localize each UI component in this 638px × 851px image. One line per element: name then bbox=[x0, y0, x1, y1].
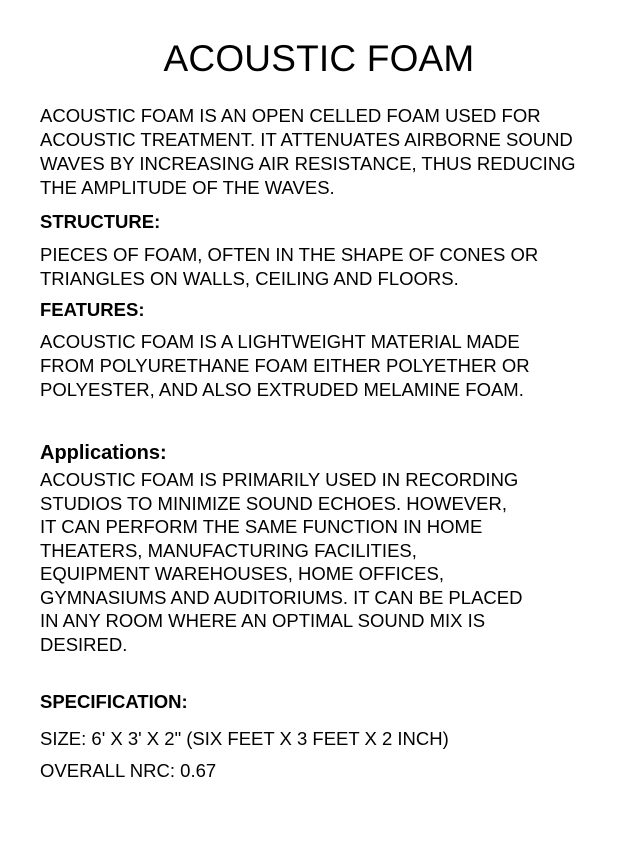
specification-size: SIZE: 6' X 3' X 2" (SIX FEET X 3 FEET X 2 INCH) bbox=[40, 728, 449, 749]
specification-nrc: OVERALL NRC: 0.67 bbox=[40, 760, 217, 781]
structure-paragraph: PIECES OF FOAM, OFTEN IN THE SHAPE OF CONES OR TRIANGLES ON WALLS, CEILING AND FLOORS. bbox=[40, 244, 539, 289]
intro-paragraph: ACOUSTIC FOAM IS AN OPEN CELLED FOAM USED FOR ACOUSTIC TREATMENT. IT ATTENUATES AIRBORNE SOUND WAVES BY INCREASING AIR RESISTANCE, THUS REDUCING THE AMPLITUDE OF THE WAVES. bbox=[40, 105, 576, 198]
features-paragraph: ACOUSTIC FOAM IS A LIGHTWEIGHT MATERIAL MADE FROM POLYURETHANE FOAM EITHER POLYETHER OR POLYESTER, AND ALSO EXTRUDED MELAMINE FOAM. bbox=[40, 331, 530, 400]
features-heading: FEATURES: bbox=[40, 299, 145, 320]
structure-heading: STRUCTURE: bbox=[40, 211, 161, 232]
applications-heading: Applications: bbox=[40, 442, 167, 464]
slide-title: ACOUSTIC FOAM bbox=[163, 38, 475, 79]
specification-heading: SPECIFICATION: bbox=[40, 691, 188, 712]
applications-paragraph: ACOUSTIC FOAM IS PRIMARILY USED IN RECORDING STUDIOS TO MINIMIZE SOUND ECHOES. HOWEVER, IT CAN PERFORM THE SAME FUNCTION IN HOME THEATERS, MANUFACTURING FACILITIES, EQUIPMENT WAREHOUSES, HOME OFFICES, GYMNASIUMS AND AUDITORIUMS. IT CAN BE PLACED IN ANY ROOM WHERE AN OPTIMAL SOUND MIX IS DESIRED. bbox=[40, 469, 523, 655]
